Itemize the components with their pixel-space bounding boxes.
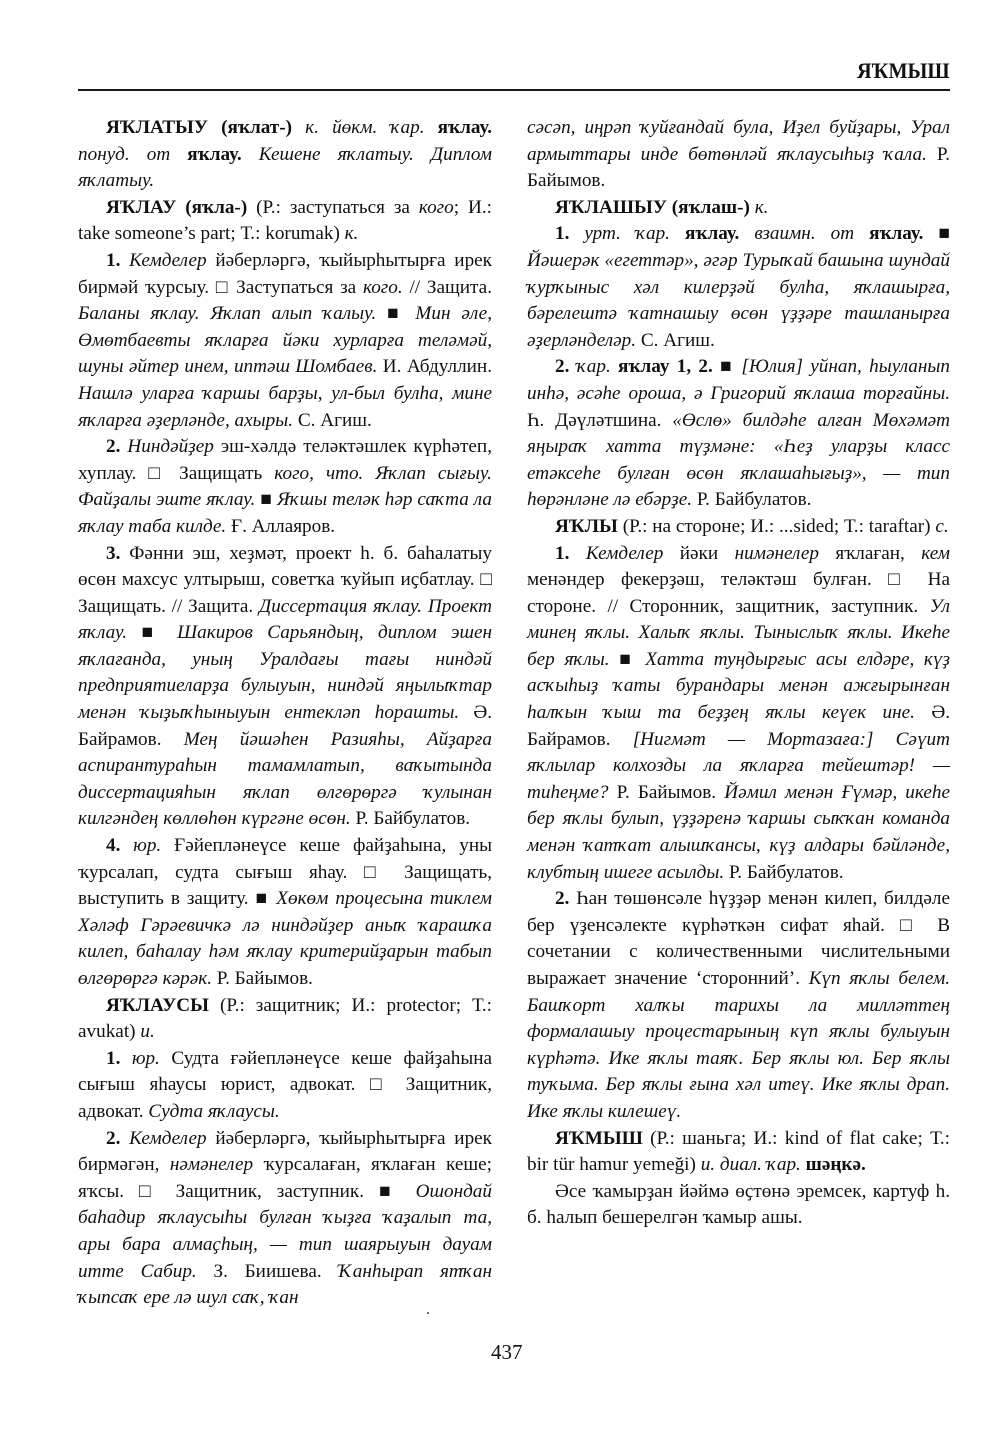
text-run: эш-хәлдә теләктәшлек күрһәтеп, хуплау. □ Защищать xyxy=(78,436,492,484)
italic-run: Кемделер xyxy=(129,249,216,271)
italic-run: Хатта туңдырғыс асы елдәре, күҙ асҡыһыҙ ҡаты бурандары менән ажғырынған һалҡын ҡыш та беҙҙең яҡлы кеүек ине. xyxy=(527,648,950,724)
italic-run: Кемделер xyxy=(585,542,680,564)
text-run: Р. Байымов. xyxy=(616,781,725,803)
italic-run: Яҡшы теләк һәр саҡта ла яҡлау таба килде. xyxy=(78,489,492,537)
italic-run: кем xyxy=(921,542,951,564)
text-run: Һ. Дәүләтшина. xyxy=(527,409,673,431)
headword-or-bold-run: 1. xyxy=(106,1047,132,1069)
italic-run: нимәнелер xyxy=(734,542,836,564)
dictionary-paragraph xyxy=(527,354,950,514)
dictionary-paragraph xyxy=(78,195,492,248)
dictionary-paragraph xyxy=(527,1179,950,1232)
dictionary-paragraph xyxy=(527,221,950,354)
italic-run: кого xyxy=(418,196,454,218)
headword-or-bold-run: ЯҠЛАТЫУ (яҡлат-) xyxy=(106,117,306,138)
italic-run: «Өслө» билдәһе алған Мөхәмәт яңыраҡ хатта түҙмәне: «Һеҙ уларҙы класс етәксеһе булған өсөн яҡлашаһығыҙ», — тип һөрәнләне лә ебәрҙе. xyxy=(527,409,951,511)
headword-or-bold-run: 2. xyxy=(555,888,577,910)
italic-run: Баланы яҡлау. Яҡлап алып ҡалыу. xyxy=(78,303,387,325)
text-run: Ғ. Аллаяров. xyxy=(231,515,336,537)
italic-run: Ошондай баһадир яҡлаусыһы булған ҡыҙға ҡаҙалып та, ары бара алмаҫһың, — тип шаярыуын дауам итте Сабир. xyxy=(78,1180,492,1282)
italic-run: к. xyxy=(754,196,769,218)
italic-run: Ниндәйҙер xyxy=(127,436,221,458)
text-run: С. Агиш. xyxy=(640,329,715,351)
headword-or-bold-run: яҡлау. xyxy=(187,143,259,165)
dictionary-paragraph xyxy=(527,514,950,541)
running-head: ЯҠМЫШ xyxy=(857,58,950,83)
italic-run: понуд. от xyxy=(78,143,188,165)
headword-or-bold-run: яҡлау 1, 2. xyxy=(618,356,721,378)
italic-run: Йәшерәк «егеттәр», әгәр Турыҡай башына шундай ҡурҡыныс хәл килерҙәй булһа, яҡлашырға, бәрелештә ҡатнашыу өсөн үҙҙәре ташланырға әҙерләнделәр. xyxy=(527,249,950,351)
dictionary-paragraph xyxy=(78,1046,492,1126)
italic-run: Диссертация яҡлау. Проект яҡлау. xyxy=(78,595,493,644)
dictionary-paragraph xyxy=(78,434,492,540)
headword-or-bold-run: ЯҠЛАШЫУ (яҡлаш-) xyxy=(555,196,755,218)
italic-run: и. xyxy=(140,1021,155,1043)
text-run: ■ xyxy=(141,622,178,644)
italic-run: к. xyxy=(344,223,359,245)
italic-run: Судта яҡлаусы. xyxy=(148,1100,280,1122)
italic-run: кого. xyxy=(362,276,410,298)
text-run: Һан төшөнсәле һүҙҙәр менән килеп, билдәле бер үҙенсәлекте күрһәткән сифат яһай. □ В сочетании с количественными числительными выражает значение ‘сторонний’. xyxy=(527,888,951,989)
headword-or-bold-run: яҡлау. xyxy=(684,223,755,245)
headword-or-bold-run: 1. xyxy=(555,542,586,564)
header-rule xyxy=(78,89,950,91)
italic-run: с. xyxy=(935,515,949,537)
text-run: Судта ғәйепләнеүсе кеше файҙаһына сығыш яһаусы юрист, адвокат. □ Защитник, адвокат. xyxy=(78,1047,493,1122)
text-run: Фәнни эш, хеҙмәт, проект һ. б. баһалатыу өсөн махсус ултырыш, советҡа ҡуйып иҫбатлау. □ Защищать. // Защита. xyxy=(78,542,493,617)
italic-run: Мин әле, Өмөтбаевты яҡларға йәки хурларға теләмәй, шуны әйтер инем, иптәш Шомбаев. xyxy=(78,303,493,378)
italic-run: урт. ҡар. xyxy=(584,223,685,245)
italic-run: взаимн. от xyxy=(754,223,870,245)
text-run: ; И.: take someone’s part; Т.: korumak) xyxy=(78,196,492,245)
dictionary-paragraph xyxy=(78,248,492,434)
dictionary-paragraph xyxy=(78,541,492,834)
text-run: ■ xyxy=(387,303,416,325)
text-run: йәберләргә, ҡыйырһытырға ирек бирмәй ҡурсыу. □ Заступаться за xyxy=(78,249,493,298)
text-run: // Защита. xyxy=(409,276,492,298)
dictionary-paragraph xyxy=(527,195,950,222)
headword-or-bold-run: 2. xyxy=(106,1127,130,1149)
left-column xyxy=(78,115,492,1312)
text-run: ■ xyxy=(619,648,646,670)
italic-run: юр. xyxy=(131,1047,172,1069)
text-run: (Р.: на стороне; И.: ...sided; Т.: taraftar) xyxy=(622,515,936,537)
italic-run: сәсәп, иңрәп ҡуйғандай була, Иҙел буйҙары, Урал армыттары инде бөтөнләй яҡлаусыһыҙ ҡала. xyxy=(527,117,950,165)
italic-run: Ҡанһырап ятҡан ҡыпсаҡ ере лә шул саҡ, ҡан xyxy=(78,1260,493,1309)
text-run: Р. Байбулатов. xyxy=(728,861,844,883)
italic-run: Кешене яҡлатыу. Диплом яҡлатыу. xyxy=(78,143,492,192)
italic-run: Йәмил менән Ғүмәр, икеһе бер яҡлы булып, үҙҙәренә ҡаршы сыҡҡан команда менән ҡатҡат алышҡансы, күҙ алдары бәйләнде, клубтың ишеге асылды. xyxy=(527,781,950,883)
text-run: яҡлаған, xyxy=(835,542,922,564)
text-run: йәберләргә, ҡыйырһытырға ирек бирмәгән, xyxy=(78,1127,493,1176)
headword-or-bold-run: 2. xyxy=(555,356,577,378)
text-run: (Р.: заступаться за xyxy=(256,196,419,218)
italic-run: Ул минең яҡлы. Халыҡ яҡлы. Тыныслыҡ яҡлы. Икеһе бер яҡлы. xyxy=(527,595,950,670)
dictionary-paragraph xyxy=(527,1126,950,1179)
headword-or-bold-run: ЯҠЛАУ (яҡла-) xyxy=(106,196,257,218)
italic-run: кого, что. Яҡлап сығыу. Файҙалы эште яҡлау. xyxy=(78,462,492,511)
headword-or-bold-run: ЯҠЛЫ xyxy=(555,515,623,537)
italic-run: к. йөкм. ҡар. xyxy=(305,117,438,138)
italic-run: ҡар. xyxy=(576,356,619,378)
text-run: Ғәйепләнеүсе кеше файҙаһына, уны ҡурсалап, судта сығыш яһау. □ Защищать, выступить в защиту. ■ xyxy=(78,835,493,910)
italic-run: юр. xyxy=(133,835,175,857)
headword-or-bold-run: 4. xyxy=(106,835,134,857)
text-run: (Р.: защитник; И.: protector; Т.: avukat) xyxy=(78,994,492,1043)
text-run: Р. Байымов. xyxy=(216,968,313,989)
headword-or-bold-run: 3. xyxy=(106,542,130,564)
dictionary-paragraph xyxy=(78,833,492,993)
dictionary-paragraph xyxy=(527,886,950,1125)
headword-or-bold-run: шәңкә. xyxy=(805,1154,866,1176)
headword-or-bold-run: 2. xyxy=(106,436,128,458)
text-run: С. Агиш. xyxy=(297,409,372,431)
headword-or-bold-run: 1. xyxy=(555,223,585,245)
dictionary-paragraph xyxy=(78,993,492,1046)
dictionary-paragraph xyxy=(527,115,950,195)
text-run: менәндер фекерҙәш, теләктәш булған. □ На стороне. // Сторонник, защитник, заступник. xyxy=(527,569,950,617)
italic-run: [Нигмәт — Мортазаға:] Сәүит яҡлылар колхозды ла яҡларға тейештәр! — тиһеңме? xyxy=(527,728,950,803)
italic-run: и. диал. ҡар. xyxy=(700,1154,806,1176)
italic-run: Күп яҡлы белем. Башҡорт халҡы тарихы ла милләттең формалашыу процестарының күп яҡлы булыуын күрһәтә. Ике яҡлы таяҡ. Бер яҡлы юл. Бер яҡлы туҡыма. Бер яҡлы ғына хәл итеү. Ике яҡлы драп. Ике яҡлы килешеү. xyxy=(527,968,950,1122)
italic-run: [Юлия] уйнап, һыуланып инһә, әсәһе ороша, ә Григорий яҡлаша торғайны. xyxy=(527,356,951,404)
headword-or-bold-run: 1. xyxy=(106,249,130,271)
text-run: ■ xyxy=(720,356,742,378)
text-run: (Р.: шаньга; И.: kind of flat cake; Т.: bir tür hamur yemeği) xyxy=(527,1127,950,1176)
text-run: Р. Байбулатов. xyxy=(696,489,812,511)
headword-or-bold-run: яҡлау. xyxy=(869,223,939,245)
italic-run: Нашлә уларға ҡаршы барҙы, ул-был булһа, мине яҡларға әҙерләнде, ахыры. xyxy=(78,382,492,431)
text-run: И. Абдуллин. xyxy=(382,356,492,378)
text-run: З. Биишева. xyxy=(213,1260,339,1282)
text-run: ҡурсалаған, яҡлаған кеше; яҡсы. □ Защитник, заступник. ■ xyxy=(78,1154,492,1202)
italic-run: Хөкөм процесына тиклем Хәләф Гәрәевичкә лә ниндәйҙер аныҡ ҡарашҡа килеп, баһалау һәм яҡлау критерийҙарын табып өлгөрөргә кәрәк. xyxy=(78,888,492,989)
dictionary-paragraph xyxy=(78,115,492,195)
headword-or-bold-run: ЯҠМЫШ xyxy=(555,1127,651,1149)
text-run: Р. Байымов. xyxy=(527,143,950,192)
dictionary-paragraph xyxy=(78,1126,492,1312)
text-run: ■ xyxy=(260,489,277,511)
page-number: 437 xyxy=(491,1340,523,1364)
print-speck xyxy=(427,1312,429,1314)
text-run: Р. Байбулатов. xyxy=(355,808,471,830)
italic-run: нәмәнелер xyxy=(169,1154,264,1176)
text-run: йәки xyxy=(679,542,735,564)
italic-run: Кемделер xyxy=(129,1127,216,1149)
text-run: Әсе ҡамырҙан йәймә өҫтөнә эремсек, картуф һ. б. һалып бешерелгән ҡамыр ашы. xyxy=(527,1180,950,1229)
text-run: Ә. Байрамов. xyxy=(78,702,492,750)
italic-run: Шакиров Сарьяндың, диплом эшен яҡлағанда, уның Уралдағы тағы ниндәй предприятиеларҙа булыуын, ниндәй яңылыҡтар менән ҡыҙыҡһыныуын ентекләп һорашты. xyxy=(78,622,492,724)
dictionary-paragraph xyxy=(527,541,950,887)
headword-or-bold-run: яҡлау. xyxy=(437,117,492,138)
italic-run: Мең йәшәһен Разияһы, Айҙарға аспирантураһын тамамлатып, ваҡытында диссертацияһын яҡлап өлгөрөргә ҡулынан килгәндең көллөһөн күргәне өсөн. xyxy=(78,728,492,830)
headword-or-bold-run: ЯҠЛАУСЫ xyxy=(106,994,220,1016)
text-run: ■ xyxy=(938,223,950,245)
right-column xyxy=(527,115,950,1232)
text-run: Ә. Байрамов. xyxy=(527,702,950,750)
